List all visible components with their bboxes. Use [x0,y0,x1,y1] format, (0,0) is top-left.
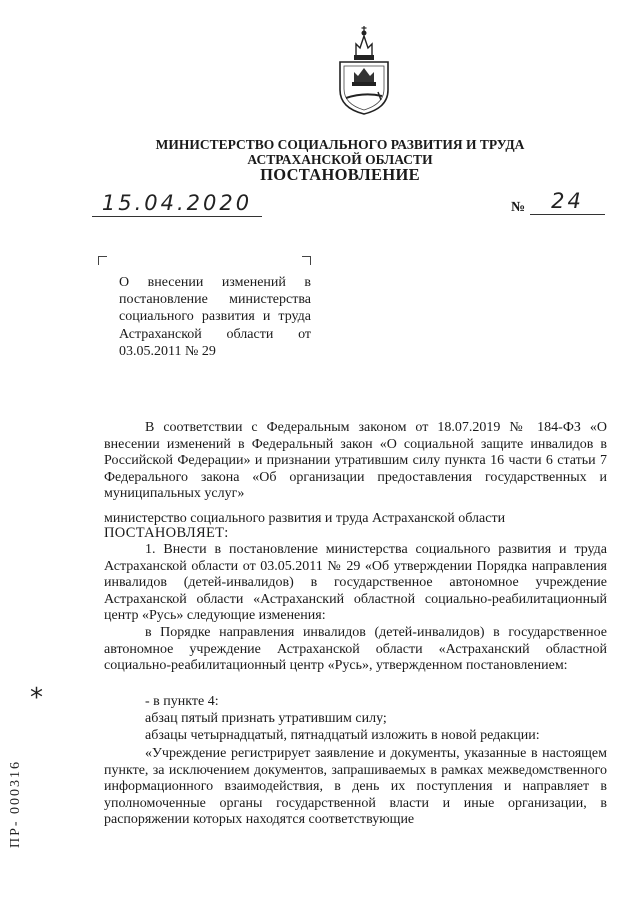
resolves-heading: ПОСТАНОВЛЯЕТ: [104,525,229,541]
registration-code: ПР- 000316 [8,759,23,848]
subject-corner-left [98,256,107,265]
ministry-name-line1: МИНИСТЕРСТВО СОЦИАЛЬНОГО РАЗВИТИЯ И ТРУДА [155,137,525,152]
margin-asterisk: * [30,683,43,713]
issuing-authority: министерство социального развития и труда Астраханской области [104,511,506,526]
document-subject: О внесении изменений в постановление министерства социального развития и труда Астраханской области от 03.05.2011 № 29 [119,275,311,359]
amendment-paragraph: в Порядке направления инвалидов (детей-инвалидов) в государственное автономное учреждение Астраханской области «Астраханский областной социально-реабилитационный центр «Русь», утвержденном постановлением: [104,625,607,674]
preamble-paragraph: В соответствии с Федеральным законом от 18.07.2019 № 184-ФЗ «О внесении изменений в Федеральный закон «О социальной защите инвалидов в Российской Федерации» и признании утратившим силу пункта 16 части 6 статьи 7 Федерального закона «Об организации предоставления государственных и муниципальных услуг» [104,420,607,502]
coat-of-arms-emblem [334,22,394,118]
new-wording-paragraph: «Учреждение регистрирует заявление и документы, указанные в настоящем пункте, за исключением документов, запрашиваемых в рамках межведомственного информационного взаимодействия, в день их поступления и направляет в уполномоченные органы государственной власти и иные организации, в распоряжении которых находятся соответствующие [104,746,607,828]
subject-corner-right [302,256,311,265]
ministry-name-line2: АСТРАХАНСКОЙ ОБЛАСТИ [247,152,433,167]
paragraphs-14-15-line: абзацы четырнадцатый, пятнадцатый изложить в новой редакции: [145,728,540,743]
document-date: 15.04.2020 [92,192,262,217]
document-number: 24 [530,190,605,215]
item-4-line: - в пункте 4: [145,694,219,709]
clause-1-paragraph: 1. Внести в постановление министерства социального развития и труда Астраханской области от 03.05.2011 № 29 «Об утверждении Порядка направления инвалидов (детей-инвалидов) в государственное автономное учреждение Астраханской области «Астраханский областной социально-реабилитационный центр «Русь» следующие изменения: [104,542,607,624]
document-type: ПОСТАНОВЛЕНИЕ [260,165,420,184]
paragraph-five-line: абзац пятый признать утратившим силу; [145,711,387,726]
document-number-label: № [511,200,526,215]
